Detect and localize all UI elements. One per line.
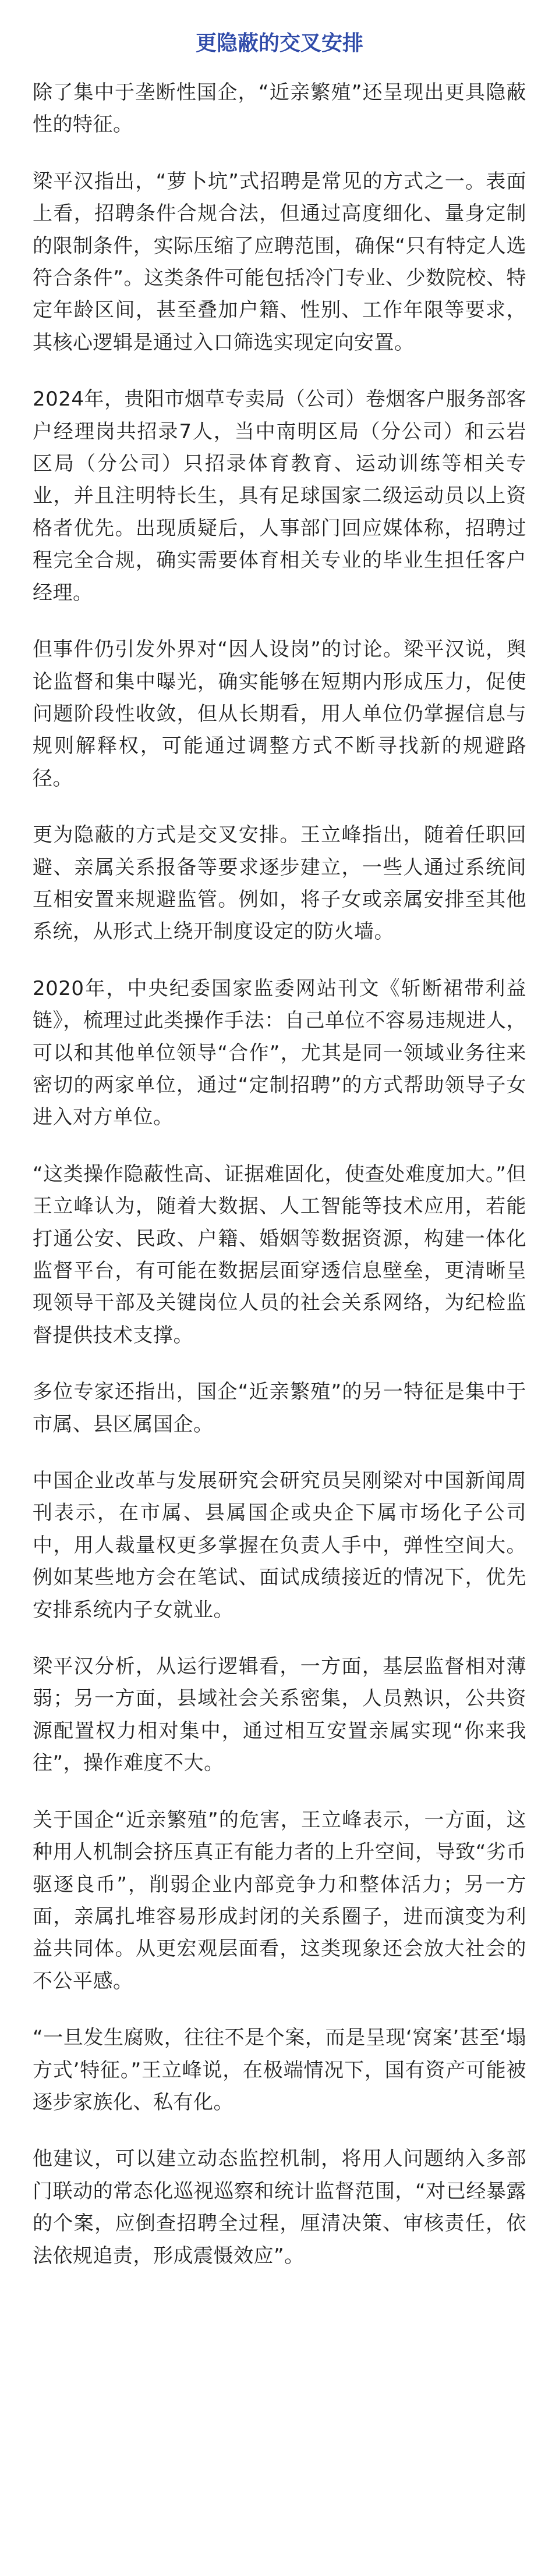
paragraph-13: 他建议，可以建立动态监控机制，将用人问题纳入多部门联动的常态化巡视巡察和统计监督范围，“对已经暴露的个案，应倒查招聘全过程，厘清决策、审核责任，依法依规追责，形成震慑效应”。 [33,2147,526,2268]
paragraph-5: 更为隐蔽的方式是交叉安排。王立峰指出，随着任职回避、亲属关系报备等要求逐步建立，一些人通过系统间互相安置来规避监管。例如，将子女或亲属安排至其他系统，从形式上绕开制度设定的防火墙。 [33,823,526,944]
paragraph-11: 关于国企“近亲繁殖”的危害，王立峰表示，一方面，这种用人机制会挤压真正有能力者的上升空间，导致“劣币驱逐良币”，削弱企业内部竞争力和整体活力；另一方面，亲属扎堆容易形成封闭的关系圈子，进而演变为利益共同体。从更宏观层面看，这类现象还会放大社会的不公平感。 [33,1808,526,1993]
paragraph-4: 但事件仍引发外界对“因人设岗”的讨论。梁平汉说，舆论监督和集中曝光，确实能够在短期内形成压力，促使问题阶段性收敛，但从长期看，用人单位仍掌握信息与规则解释权，可能通过调整方式不断寻找新的规避路径。 [33,638,526,790]
paragraph-10: 梁平汉分析，从运行逻辑看，一方面，基层监督相对薄弱；另一方面，县域社会关系密集，人员熟识，公共资源配置权力相对集中，通过相互安置亲属实现“你来我往”，操作难度不大。 [33,1655,526,1775]
paragraph-12: “一旦发生腐败，往往不是个案，而是呈现‘窝案’甚至‘塌方式’特征。”王立峰说，在极端情况下，国有资产可能被逐步家族化、私有化。 [33,2026,526,2114]
paragraph-8: 多位专家还指出，国企“近亲繁殖”的另一特征是集中于市属、县区属国企。 [33,1380,526,1436]
paragraph-2: 梁平汉指出，“萝卜坑”式招聘是常见的方式之一。表面上看，招聘条件合规合法，但通过高度细化、量身定制的限制条件，实际压缩了应聘范围，确保“只有特定人选符合条件”。这类条件可能包括冷门专业、少数院校、特定年龄区间，甚至叠加户籍、性别、工作年限等要求，其核心逻辑是通过入口筛选实现定向安置。 [33,169,526,354]
paragraph-1: 除了集中于垄断性国企，“近亲繁殖”还呈现出更具隐蔽性的特征。 [33,81,526,137]
paragraph-3: 2024年，贵阳市烟草专卖局（公司）卷烟客户服务部客户经理岗共招录7人，当中南明区局（分公司）和云岩区局（分公司）只招录体育教育、运动训练等相关专业，并且注明特长生，具有足球国家二级运动员以上资格者优先。出现质疑后，人事部门回应媒体称，招聘过程完全合规，确实需要体育相关专业的毕业生担任客户经理。 [33,388,526,605]
paragraph-9: 中国企业改革与发展研究会研究员吴刚梁对中国新闻周刊表示，在市属、县属国企或央企下属市场化子公司中，用人裁量权更多掌握在负责人手中，弹性空间大。例如某些地方会在笔试、面试成绩接近的情况下，优先安排系统内子女就业。 [33,1469,526,1622]
article-title: 更隐蔽的交叉安排 [195,31,363,55]
paragraph-6: 2020年，中央纪委国家监委网站刊文《斩断裙带利益链》，梳理过此类操作手法：自己单位不容易违规进人，可以和其他单位领导“合作”，尤其是同一领域业务往来密切的两家单位，通过“定制招聘”的方式帮助领导子女进入对方单位。 [33,976,526,1129]
paragraph-7: “这类操作隐蔽性高、证据难固化，使查处难度加大。”但王立峰认为，随着大数据、人工智能等技术应用，若能打通公安、民政、户籍、婚姻等数据资源，构建一体化监督平台，有可能在数据层面穿透信息壁垒，更清晰呈现领导干部及关键岗位人员的社会关系网络，为纪检监督提供技术支撑。 [33,1162,526,1347]
